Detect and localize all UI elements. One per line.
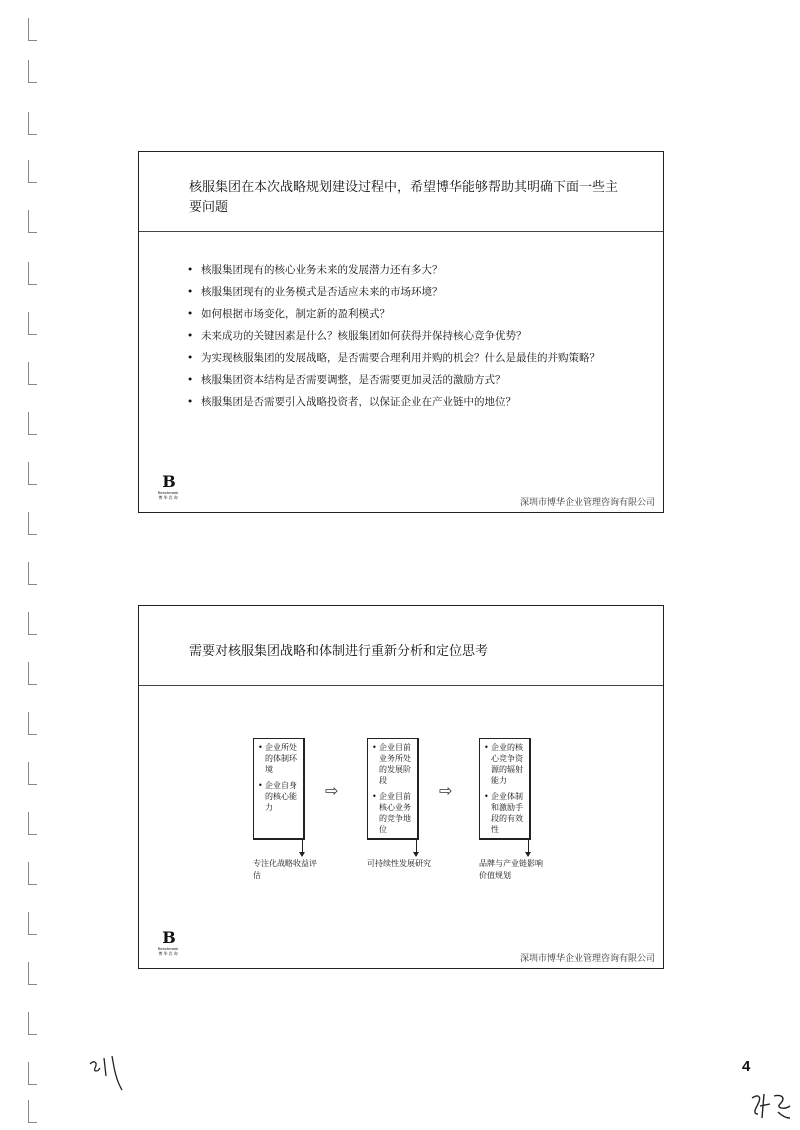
binding-mark <box>28 60 37 83</box>
box-item: • 企业目前核心业务的竞争地位 <box>372 791 413 835</box>
logo-name: Benchmark <box>157 490 179 495</box>
logo-name: Benchmark <box>157 946 179 951</box>
handwritten-mark <box>86 1050 126 1094</box>
logo-mark: B <box>162 472 174 491</box>
analysis-box <box>253 738 305 840</box>
arrow-down-icon <box>413 852 419 857</box>
arrow-down-icon <box>299 852 305 857</box>
outcome-label: 品牌与产业链影响价值规划 <box>479 859 543 880</box>
company-name: 深圳市博华企业管理咨询有限公司 <box>519 954 655 964</box>
list-item: • 如何根据市场变化，制定新的盈利模式？ <box>187 306 617 323</box>
arrow-right-icon: ⇨ <box>325 781 339 800</box>
slide-questions <box>138 151 664 513</box>
binding-mark <box>28 18 37 41</box>
list-item: • 核服集团是否需要引入战略投资者，以保证企业在产业链中的地位？ <box>187 394 617 411</box>
binding-mark <box>28 112 37 135</box>
slide-header <box>139 152 663 232</box>
slide-title: 需要对核服集团战略和体制进行重新分析和定位思考 <box>189 644 489 659</box>
binding-mark <box>28 562 37 585</box>
binding-mark <box>28 912 37 935</box>
binding-mark <box>28 262 37 285</box>
binding-mark <box>28 462 37 485</box>
logo-tagline: 博 华 咨 询 <box>158 951 178 956</box>
binding-mark <box>28 1012 37 1035</box>
list-item: • 核服集团资本结构是否需要调整，是否需要更加灵活的激励方式？ <box>187 372 617 389</box>
binding-mark <box>28 160 37 183</box>
list-item: • 核服集团现有的核心业务未来的发展潜力还有多大？ <box>187 262 617 279</box>
binding-mark <box>28 762 37 785</box>
logo-tagline: 博 华 咨 询 <box>158 495 178 500</box>
binding-mark <box>28 962 37 985</box>
logo-mark: B <box>162 928 174 947</box>
binding-mark <box>28 612 37 635</box>
outcome-label: 专注化战略收益评估 <box>253 859 317 880</box>
box-item: • 企业体制和激励手段的有效性 <box>484 791 525 835</box>
binding-edge <box>22 0 42 1130</box>
analysis-diagram <box>139 686 663 926</box>
arrow-right-icon: ⇨ <box>439 781 453 800</box>
binding-mark <box>28 210 37 233</box>
list-item: • 核服集团现有的业务模式是否适应未来的市场环境？ <box>187 284 617 301</box>
question-list <box>187 262 617 416</box>
arrow-down-icon <box>525 852 531 857</box>
binding-mark <box>28 712 37 735</box>
binding-mark <box>28 812 37 835</box>
benchmark-logo <box>153 474 183 500</box>
analysis-box <box>367 738 419 840</box>
binding-mark <box>28 662 37 685</box>
box-item: • 企业所处的体制环境 <box>258 742 299 775</box>
page-number: 4 <box>742 1058 751 1075</box>
binding-mark <box>28 512 37 535</box>
list-item: • 未来成功的关键因素是什么？核服集团如何获得并保持核心竞争优势？ <box>187 328 617 345</box>
binding-mark <box>28 862 37 885</box>
box-item: • 企业目前业务所处的发展阶段 <box>372 742 413 786</box>
binding-mark <box>28 412 37 435</box>
slide-header <box>139 606 663 686</box>
binding-mark <box>28 1100 37 1123</box>
analysis-box <box>479 738 531 840</box>
company-name: 深圳市博华企业管理咨询有限公司 <box>519 498 655 508</box>
benchmark-logo <box>153 930 183 956</box>
slide-analysis <box>138 605 664 969</box>
binding-mark <box>28 312 37 335</box>
list-item: • 为实现核服集团的发展战略，是否需要合理利用并购的机会？什么是最佳的并购策略？ <box>187 350 617 367</box>
binding-mark <box>28 362 37 385</box>
box-item: • 企业的核心竞争资源的辐射能力 <box>484 742 525 786</box>
outcome-label: 可持续性发展研究 <box>367 859 431 868</box>
handwritten-signature <box>748 1088 794 1124</box>
binding-mark <box>28 1062 37 1085</box>
slide-title: 核服集团在本次战略规划建设过程中，希望博华能够帮助其明确下面一些主要问题 <box>189 180 619 215</box>
box-item: • 企业自身的核心能力 <box>258 780 299 813</box>
